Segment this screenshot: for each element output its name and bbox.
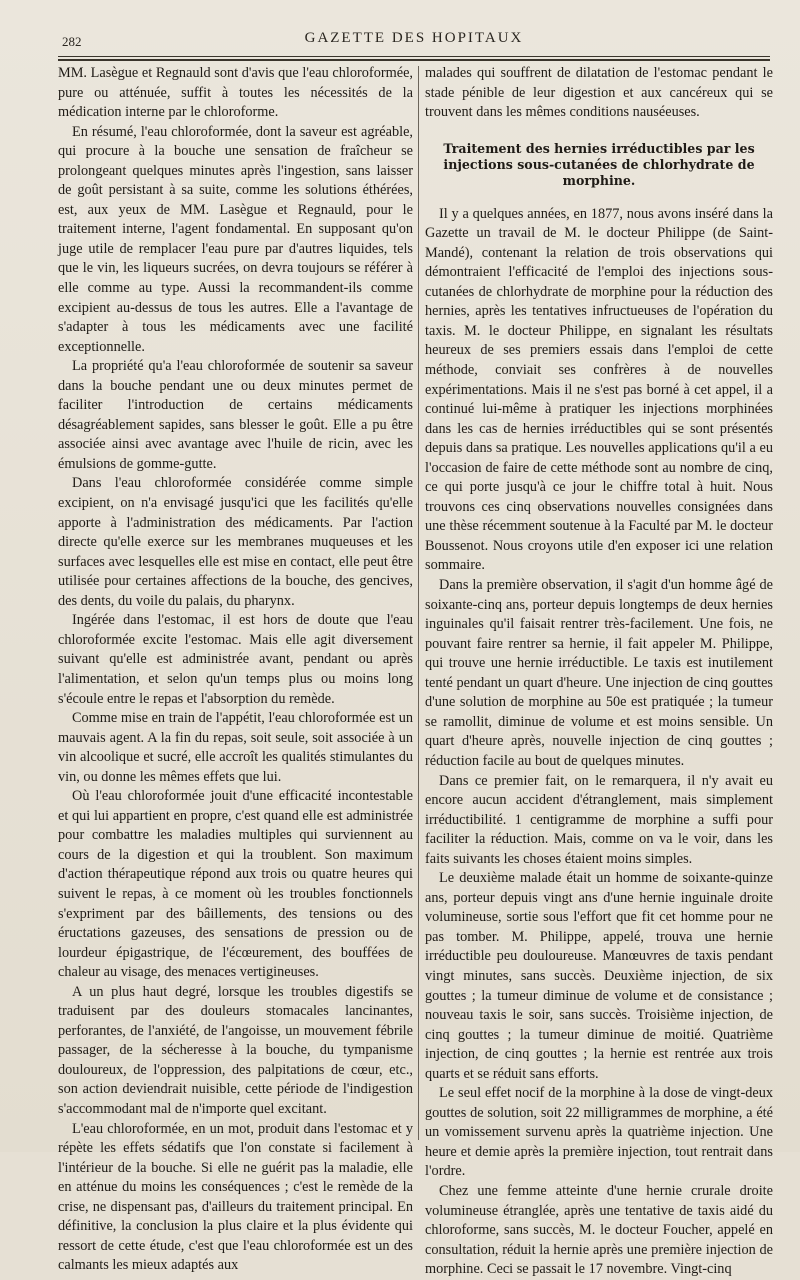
paragraph: Le seul effet nocif de la morphine à la dose de vingt-deux gouttes de solution, soit 22 milligrammes de morphine, a été un vomissement survenu après la quatrième injection. Une heure et demie après la première injection, tout rentrait dans l'ordre. <box>425 1085 773 1180</box>
right-column <box>425 64 773 1280</box>
journal-title: GAZETTE DES HOPITAUX <box>304 30 524 46</box>
paragraph: Le deuxième malade était un homme de soixante-quinze ans, porteur depuis vingt ans d'une hernie inguinale droite volumineuse, sortie sous l'effort que fit cet homme pour ne pas tomber. M. Philippe, appelé, trouva une hernie irréductible peu douloureuse. Manœuvres de taxis pendant vingt minutes, sans succès. Deuxième injection, de six gouttes ; la tumeur diminue de volume et de consistance ; nouveau taxis le soir, sans succès. Troisième injection, de cinq gouttes ; la tumeur diminue de moitié. Quatrième injection, de cinq gouttes ; la hernie est rentrée aux trois quarts et se réduit sans efforts. <box>425 870 773 1082</box>
paragraph: Dans l'eau chloroformée considérée comme simple excipient, on n'a envisagé jusqu'ici que les facilités qu'elle apporte à l'administration des médicaments. Par l'action directe qu'elle exerce sur les membranes muqueuses et les surfaces avec lesquelles elle est mise en contact, elle peut être utilisée pour certaines affections de la bouche, des gencives, des dents, du voile du palais, du pharynx. <box>58 475 413 609</box>
column-divider <box>418 66 419 1140</box>
header-rule-thin <box>58 56 770 57</box>
page-number: 282 <box>62 34 82 49</box>
left-column <box>58 64 413 1276</box>
paragraph: En résumé, l'eau chloroformée, dont la saveur est agréable, qui procure à la bouche une sensation de fraîcheur se prolongeant quelques minutes après l'ingestion, sans laisser de goût persistant à sa suite, comme les solutions éthérées, est, aux yeux de MM. Lasègue et Regnauld, pour le traitement interne, l'agent fondamental. En supposant qu'on juge utile de remplacer l'eau pure par d'autres liquides, tels que le vin, les liqueurs sucrées, on devra toujours se référer à elle comme au type. Aussi la recommandent-ils comme excipient au-dessus de tous les autres. Elle a l'avantage de s'adapter à tous les médicaments avec une facilité exceptionnelle. <box>58 123 413 355</box>
paragraph: La propriété qu'a l'eau chloroformée de soutenir sa saveur dans la bouche pendant une ou deux minutes permet de faciliter l'introduction de certains médicaments désagréablement sapides, sans blesser le goût. Elle a pu être associée ainsi avec avantage avec l'huile de ricin, avec les émulsions de gomme-gutte. <box>58 358 413 472</box>
page-header <box>58 22 770 50</box>
paragraph: Chez une femme atteinte d'une hernie crurale droite volumineuse étranglée, après une tentative de taxis aidé du chloroforme, sans succès, M. le docteur Foucher, appelé en consultation, réduit la hernie après une première injection de morphine. Ceci se passait le 17 novembre. Vingt-cinq <box>425 1182 773 1278</box>
section-title: Traitement des hernies irréductibles par les injections sous-cutanées de chlorhydrate de morphine. <box>443 140 755 188</box>
paragraph: MM. Lasègue et Regnauld sont d'avis que l'eau chloroformée, pure ou atténuée, suffit à toutes les nécessités de la médication interne par le chloroforme. <box>58 65 413 121</box>
paragraph: Il y a quelques années, en 1877, nous avons inséré dans la Gazette un travail de M. le docteur Philippe (de Saint-Mandé), contenant la relation de trois observations qui démontraient l'efficacité de l'emploi des injections sous-cutanées de chlorhydrate de morphine pour la réduction des hernies, après les tentatives infructueuses de l'opération du taxis. M. le docteur Philippe, en signalant les résultats heureux de ses premiers essais dans l'emploi de cette méthode, conviait ses confrères à de nouvelles expérimentations. Mais il ne s'est pas borné à cet appel, il a continué lui-même à pratiquer les injections morphinées dans les cas de hernies irréductibles qui se sont présentés depuis dans sa pratique. Les nouvelles applications qu'il a eu l'occasion de faire de cette méthode sont au nombre de cinq, ce qui porte jusqu'à ce jour le chiffre total à huit. Nous trouvons ces cinq observations nouvelles consignées dans une thèse récemment soutenue à la Faculté par M. le docteur Boussenot. Nous croyons utile d'en exposer ici une relation sommaire. <box>425 205 773 574</box>
paragraph: A un plus haut degré, lorsque les troubles digestifs se traduisent par des douleurs stomacales lancinantes, perforantes, de l'anxiété, de l'angoisse, un mouvement fébrile passager, de la sécheresse à la bouche, du tympanisme douloureux, de l'oppression, des palpitations de cœur, etc., son action deviendrait nuisible, cette période de l'indigestion s'accommodant mal de n'importe quel excitant. <box>58 983 413 1117</box>
paragraph: Dans ce premier fait, on le remarquera, il n'y avait eu encore aucun accident d'étranglement, mais simplement irréductibilité. 1 centigramme de morphine a suffi pour faciliter la réduction. Mais, comme on va le voir, dans les faits suivants les choses étaient moins simples. <box>425 772 773 867</box>
paragraph-continued: malades qui souffrent de dilatation de l'estomac pendant le stade pénible de leur digestion et aux cancéreux qui se trouvent dans les mêmes conditions nauséeuses. <box>425 65 773 121</box>
paragraph: Comme mise en train de l'appétit, l'eau chloroformée est un mauvais agent. A la fin du repas, soit seule, soit associée à un vin alcoolique et sucré, elle accroît les qualités stimulantes du vin, ou donne les mêmes effets que lui. <box>58 710 413 785</box>
paragraph: Ingérée dans l'estomac, il est hors de doute que l'eau chloroformée excite l'estomac. Mais elle agit diversement suivant qu'elle est administrée avant, pendant ou après l'alimentation, et selon qu'un temps plus ou moins long s'écoule entre le repas et l'absorption du remède. <box>58 612 413 707</box>
header-rule-thick <box>58 59 770 61</box>
paragraph: Où l'eau chloroformée jouit d'une efficacité incontestable et qui lui appartient en propre, c'est quand elle est administrée pour combattre les maladies multiples qui surviennent au cours de la digestion et qui la troublent. Son maximum d'action thérapeutique répond aux trois ou quatre heures qui suivent le repas, à ce moment où les troubles fonctionnels s'expriment par des bâillements, des tensions ou des éructations gazeuses, des sensations de pression ou de lourdeur épigastrique, de l'écœurement, des bouffées de chaleur au visage, des menaces vertigineuses. <box>58 788 413 981</box>
paragraph: Dans la première observation, il s'agit d'un homme âgé de soixante-cinq ans, porteur depuis longtemps de deux hernies inguinales qu'il faisait rentrer très-facilement. Une fois, ne pouvant faire rentrer sa hernie, il fait appeler M. Philippe, qui trouve une hernie irréductible. Le taxis est inutilement tenté pendant un quart d'heure. Une injection de cinq gouttes d'une solution de morphine au 50e est pratiquée ; la tumeur se ramollit, diminue de volume et est moins sensible. Un quart d'heure après, nouvelle injection de cinq gouttes ; réduction facile au bout de quelques minutes. <box>425 577 773 769</box>
paragraph: L'eau chloroformée, en un mot, produit dans l'estomac et y répète les effets sédatifs que l'on constate si facilement à l'intérieur de la bouche. Si elle ne guérit pas la maladie, elle en atténue du moins les conséquences ; c'est le remède de la crise, ne dispensant pas, d'ailleurs du traitement principal. En définitive, la conclusion la plus claire et la plus évidente qui ressort de cette étude, c'est que l'eau chloroformée est un des calmants les mieux adaptés aux <box>58 1120 413 1274</box>
